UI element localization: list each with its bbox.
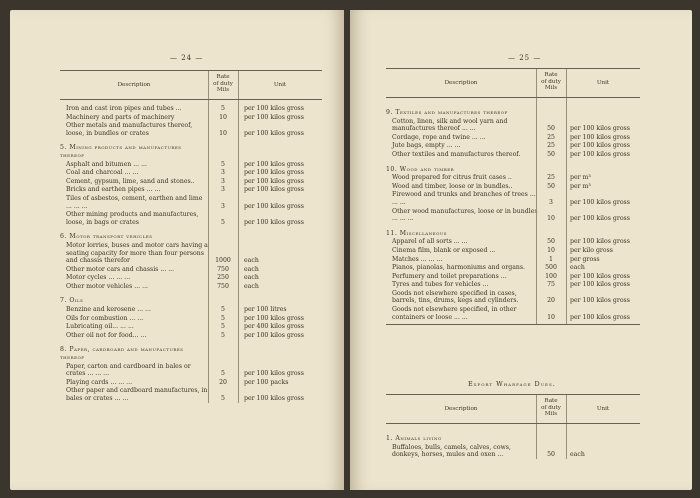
table-row (386, 174, 640, 182)
table-row (60, 161, 322, 169)
export-wharfage-title: Export Wharfage Dues. (468, 380, 556, 388)
item-description: Other paper and cardboard manufactures, in bales or crates ... ... (66, 387, 208, 402)
item-description: Playing cards ... ... ... (66, 378, 133, 386)
item-unit: per 100 kilos gross (244, 129, 304, 137)
item-rate: 50 (547, 150, 555, 158)
item-rate: 750 (217, 282, 229, 290)
item-unit: per 100 kilos gross (570, 272, 630, 280)
table-row (386, 142, 640, 150)
item-unit: per 100 kilos gross (570, 133, 630, 141)
item-rate: 5 (221, 323, 225, 331)
item-rate: 250 (217, 274, 229, 282)
item-rate: 5 (221, 370, 225, 378)
item-unit: per 100 litres (244, 306, 287, 314)
item-unit: per 100 kilos gross (570, 313, 630, 321)
item-rate: 25 (547, 142, 555, 150)
item-rate: 5 (221, 331, 225, 339)
table-row (60, 242, 322, 265)
table-row (60, 178, 322, 186)
item-rate: 10 (547, 246, 555, 254)
item-description: Bricks and earthen pipes ... ... (66, 186, 161, 194)
table-row (386, 306, 640, 321)
table-row (386, 191, 640, 206)
item-rate: 50 (547, 125, 555, 133)
header-description: Description (117, 82, 151, 88)
section-title: 5. Mining products and manufactures thereof (60, 144, 182, 159)
table-row (60, 266, 322, 274)
item-unit: per 100 kilos gross (570, 142, 630, 150)
item-description: Goods not elsewhere specified in cases, barrels, tins, drums, kegs and cylinders. (392, 289, 519, 305)
item-rate: 50 (547, 238, 555, 246)
item-unit: each (244, 265, 259, 273)
table-row (60, 306, 322, 314)
item-unit: each (570, 264, 585, 272)
section-heading (386, 166, 640, 174)
item-rate: 10 (219, 129, 227, 137)
item-description: Other motor cars and chassis ... ... (66, 265, 175, 273)
item-unit: per 100 packs (244, 378, 289, 386)
item-description: Lubricating oil... ... ... (66, 323, 134, 331)
item-unit: per 100 kilos gross (244, 169, 304, 177)
item-description: Tiles of asbestos, cement, earthen and lime ... ... ... (66, 194, 203, 210)
table-row (60, 105, 322, 113)
page-number: — 24 — (170, 54, 204, 62)
item-description: Asphalt and bitumen ... ... (66, 160, 147, 168)
header-unit: Unit (596, 80, 610, 86)
item-unit: each (244, 257, 259, 265)
item-unit: per 100 kilos gross (244, 177, 304, 185)
duty-table (386, 68, 640, 325)
item-unit: per 100 kilos gross (244, 395, 304, 402)
item-rate: 3 (221, 202, 225, 210)
item-rate: 750 (217, 265, 229, 273)
item-description: Matches ... ... ... (392, 255, 443, 263)
item-description: Other oil not for food... ... (66, 331, 147, 339)
table-row (386, 290, 640, 305)
item-rate: 1000 (215, 257, 231, 265)
section-title: 7. Oils (60, 297, 84, 305)
section-heading (60, 144, 322, 159)
item-unit: per m³ (570, 174, 591, 182)
table-row (386, 444, 640, 459)
table-row (60, 363, 322, 378)
item-unit: per 100 kilos gross (244, 370, 304, 378)
item-description: Coal and charcoal ... ... (66, 169, 139, 177)
item-rate: 10 (547, 313, 555, 321)
item-unit: per 100 kilos gross (570, 150, 630, 158)
item-rate: 5 (221, 314, 225, 322)
item-description: Cement, gypsum, lime, sand and stones.. (66, 177, 195, 185)
item-description: Wood and timber, loose or in bundles.. (392, 182, 513, 190)
table-row (386, 281, 640, 289)
item-description: Machinery and parts of machinery (66, 113, 175, 121)
item-rate: 5 (221, 218, 225, 226)
page-number: — 25 — (508, 54, 542, 62)
item-unit: per 100 kilos gross (570, 238, 630, 246)
item-description: Cinema film, blank or exposed ... (392, 246, 496, 254)
item-description: Paper, carton and cardboard in bales or crates ... ... ... (66, 362, 191, 378)
table-row (386, 273, 640, 281)
item-unit: per 100 kilos gross (570, 125, 630, 133)
item-unit: per 100 kilos gross (244, 186, 304, 194)
item-description: Other textiles and manufactures thereof. (392, 150, 521, 158)
item-description: Apparel of all sorts ... ... (392, 238, 468, 246)
item-unit: per gross (570, 255, 600, 263)
item-unit: per 100 kilos gross (570, 281, 630, 289)
table-row (386, 183, 640, 191)
item-rate: 500 (545, 264, 557, 272)
item-description: Goods not elsewhere specified, in other containers or loose ... ... (392, 306, 517, 321)
item-unit: per 100 kilos gross (244, 331, 304, 339)
item-unit: each (244, 274, 259, 282)
item-description: Buffaloes, bulls, camels, calves, cows, donkeys, horses, mules and oxen ... (392, 443, 511, 459)
item-unit: each (570, 451, 585, 459)
table-row (60, 114, 322, 122)
item-unit: per kilo gross (570, 246, 613, 254)
item-description: Oils for combustion ... ... (66, 314, 144, 322)
item-unit: per 100 kilos gross (570, 198, 630, 206)
item-description: Motor lorries, buses and motor cars having a seating capacity for more than four persons and chassis therefor (66, 241, 208, 265)
item-description: Perfumery and toilet preparations ... (392, 272, 507, 280)
header-description: Description (444, 406, 478, 412)
section-heading (386, 109, 640, 117)
table-row (60, 379, 322, 387)
item-rate: 3 (221, 169, 225, 177)
item-unit: per m³ (570, 182, 591, 190)
item-unit: per 100 kilos gross (244, 202, 304, 210)
item-description: Tyres and tubes for vehicles ... (392, 281, 489, 289)
table-row (386, 247, 640, 255)
header-rate: Rate of duty Mils (541, 72, 561, 91)
item-unit: per 100 kilos gross (244, 160, 304, 168)
item-rate: 50 (547, 182, 555, 190)
item-unit: per 100 kilos gross (570, 297, 630, 305)
item-rate: 5 (221, 306, 225, 314)
header-unit: Unit (273, 82, 287, 88)
item-description: Cotton, linen, silk and wool yarn and manufactures thereof ... ... (392, 117, 508, 133)
item-description: Other motor vehicles ... ... (66, 282, 148, 290)
table-row (60, 195, 322, 210)
item-rate: 3 (221, 186, 225, 194)
item-rate: 5 (221, 105, 225, 112)
table-row (386, 151, 640, 159)
item-description: Firewood and trunks and branches of trees ... ... ... (392, 191, 536, 206)
table-row (60, 122, 322, 137)
item-rate: 3 (221, 177, 225, 185)
item-description: Motor cycles ... ... ... (66, 274, 131, 282)
table-row (386, 238, 640, 246)
item-unit: per 100 kilos gross (244, 113, 304, 121)
item-rate: 50 (547, 451, 555, 459)
section-title: 11. Miscellaneous (386, 229, 447, 237)
header-description: Description (444, 80, 478, 86)
table-row (60, 186, 322, 194)
section-title: 8. Paper, cardboard and manufactures thereof (60, 346, 184, 362)
item-description: Other mining products and manufactures, loose, in bags or crates (66, 211, 199, 226)
item-rate: 3 (549, 198, 553, 206)
table-header (386, 68, 640, 98)
item-rate: 20 (219, 378, 227, 386)
item-rate: 5 (221, 395, 225, 402)
left-page (10, 10, 344, 490)
table-header (386, 394, 640, 424)
item-rate: 10 (219, 113, 227, 121)
item-unit: per 100 kilos gross (244, 218, 304, 226)
item-rate: 100 (545, 272, 557, 280)
item-rate: 25 (547, 174, 555, 182)
section-heading (386, 435, 640, 443)
table-row (386, 264, 640, 272)
item-description: Wood prepared for citrus fruit cases .. (392, 174, 512, 182)
table-row (386, 256, 640, 264)
header-rate: Rate of duty Mils (213, 74, 233, 93)
item-description: Jute bags, empty ... ... (392, 142, 461, 150)
duty-table (60, 70, 322, 403)
item-rate: 25 (547, 133, 555, 141)
table-row (60, 387, 322, 402)
export-table (386, 394, 640, 459)
table-row (60, 332, 322, 340)
item-rate: 5 (221, 160, 225, 168)
item-unit: per 100 kilos gross (244, 105, 304, 112)
section-heading (60, 297, 322, 305)
item-description: Other wood manufactures, loose or in bundles ... ... ... (392, 207, 538, 223)
header-unit: Unit (596, 406, 610, 412)
item-unit: per 400 kilos gross (244, 323, 304, 331)
table-row (60, 274, 322, 282)
item-rate: 10 (547, 215, 555, 223)
table-row (60, 283, 322, 291)
item-unit: per 100 kilos gross (244, 314, 304, 322)
item-description: Cordage, rope and twine ... ... (392, 133, 486, 141)
section-heading (60, 233, 322, 241)
header-rate: Rate of duty Mils (541, 398, 561, 417)
section-title: 6. Motor transport vehicles (60, 233, 153, 241)
item-rate: 1 (549, 255, 553, 263)
item-description: Iron and cast iron pipes and tubes ... (66, 105, 182, 112)
item-rate: 75 (547, 281, 555, 289)
section-heading (386, 230, 640, 238)
section-title: 1. Animals living (386, 435, 442, 442)
table-row (386, 134, 640, 142)
table-row (60, 315, 322, 323)
item-description: Benzine and kerosene ... ... (66, 306, 151, 314)
right-page (350, 10, 692, 490)
table-row (386, 118, 640, 133)
table-row (60, 169, 322, 177)
item-description: Pianos, pianolas, harmoniums and organs. (392, 264, 526, 272)
item-unit: each (244, 282, 259, 290)
table-header (60, 70, 322, 100)
section-title: 9. Textiles and manufactures thereof (386, 109, 508, 116)
item-description: Other metals and manufactures thereof, loose, in bundles or crates (66, 122, 193, 137)
table-row (386, 208, 640, 223)
section-heading (60, 346, 322, 361)
section-title: 10. Wood and timber (386, 165, 455, 173)
item-unit: per 100 kilos gross (570, 215, 630, 223)
table-row (60, 323, 322, 331)
table-row (60, 211, 322, 226)
item-rate: 20 (547, 297, 555, 305)
